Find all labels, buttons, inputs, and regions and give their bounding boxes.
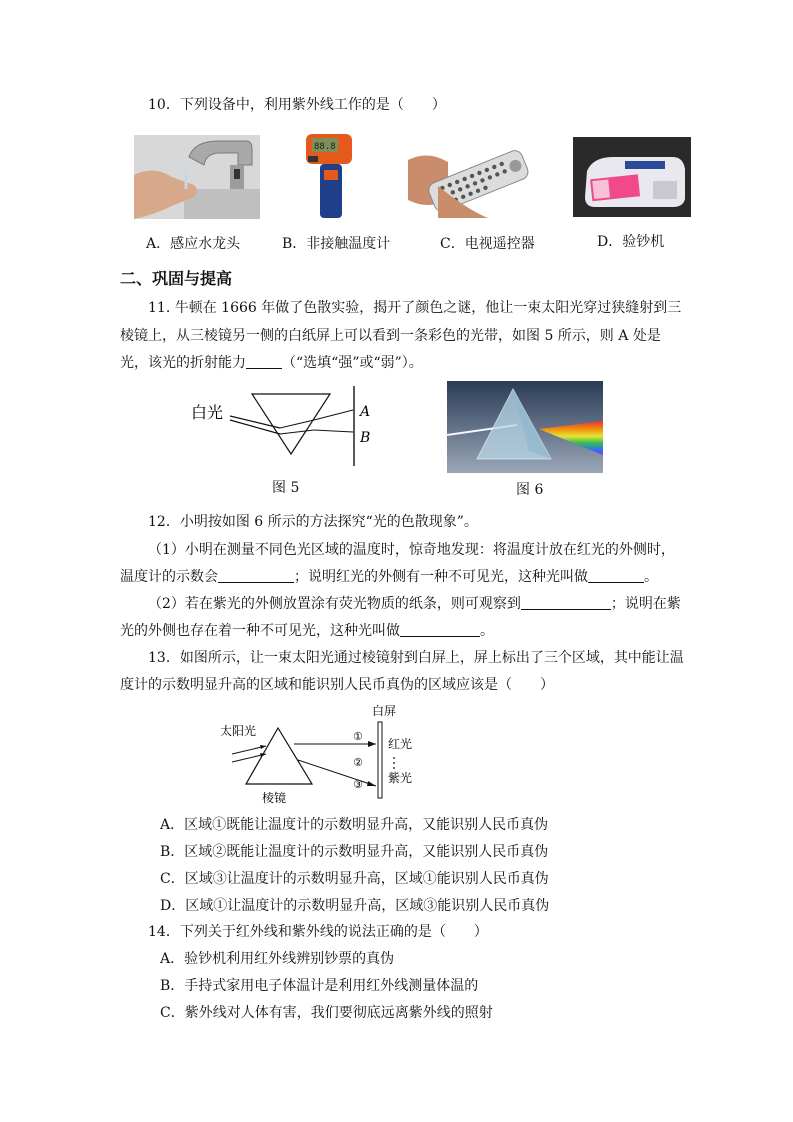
- figure-6-caption: 图 6: [516, 482, 544, 498]
- q12-part2-line1: [148, 594, 681, 614]
- faucet-photo: [134, 135, 260, 219]
- q11-line3-b: （“选填“强”或“弱”）。: [282, 355, 423, 371]
- figure-6-prism-photo: [447, 381, 603, 473]
- remote-photo: [408, 140, 532, 218]
- q12-part1-line2-a: 温度计的示数会: [120, 569, 218, 585]
- q11-line3: [120, 353, 423, 373]
- q11-line2: 棱镜上，从三棱镜另一侧的白纸屏上可以看到一条彩色的光带，如图 5 所示，则 A 处是: [120, 328, 661, 344]
- prism-label: 棱镜: [262, 791, 287, 805]
- screen-label: 白屏: [372, 704, 397, 718]
- sunlight-label: 太阳光: [220, 724, 257, 738]
- q12-part1-line2-c: 。: [644, 569, 658, 585]
- q10-question: 10．下列设备中，利用紫外线工作的是（ ）: [148, 97, 446, 113]
- q10-option-a: A．感应水龙头: [146, 236, 241, 252]
- q13-prism-diagram: [218, 702, 428, 806]
- region-1-label: ①: [353, 730, 363, 743]
- q12-blank-2[interactable]: [588, 568, 644, 583]
- q14-option-b: B．手持式家用电子体温计是利用红外线测量体温的: [160, 978, 479, 994]
- q14-option-c: C．紫外线对人体有害，我们要彻底远离紫外线的照射: [160, 1005, 493, 1021]
- q11-line3-a: 光，该光的折射能力: [120, 355, 246, 371]
- q12-part2-line2-b: 。: [480, 623, 494, 639]
- q10-option-d: D．验钞机: [597, 234, 665, 250]
- q13-option-b: B．区域②既能让温度计的示数明显升高，又能识别人民币真伪: [160, 844, 549, 860]
- q14-question: 14．下列关于红外线和紫外线的说法正确的是（ ）: [148, 924, 488, 940]
- fig5-label-a: A: [360, 404, 371, 420]
- q12-part1-line1: （1）小明在测量不同色光区域的温度时，惊奇地发现：将温度计放在红光的外侧时，: [148, 542, 675, 558]
- q12-part1-line2-b: ；说明红光的外侧有一种不可见光，这种光叫做: [294, 569, 588, 585]
- q12-part1-line2: [120, 567, 658, 587]
- q12-blank-3[interactable]: [521, 595, 611, 610]
- q11-line1: 11. 牛顿在 1666 年做了色散实验，揭开了颜色之谜，他让一束太阳光穿过狭缝射到三: [148, 300, 682, 316]
- q14-option-a: A．验钞机利用红外线辨别钞票的真伪: [160, 951, 395, 967]
- violet-light-label: 紫光: [388, 771, 413, 785]
- q13-option-c: C．区域③让温度计的示数明显升高，区域①能识别人民币真伪: [160, 871, 549, 887]
- q11-answer-blank[interactable]: [246, 354, 282, 369]
- q12-blank-4[interactable]: [400, 622, 480, 637]
- figure-5-caption: 图 5: [272, 480, 300, 496]
- region-3-label: ③: [353, 778, 363, 791]
- figure-5-diagram: [188, 386, 388, 466]
- q12-part2-line2: [120, 621, 494, 641]
- q10-option-b: B．非接触温度计: [282, 236, 391, 252]
- section-heading: 二、巩固与提高: [120, 269, 233, 288]
- q10-option-c: C．电视遥控器: [440, 236, 535, 252]
- region-2-label: ②: [353, 756, 363, 769]
- q13-option-d: D．区域①让温度计的示数明显升高，区域③能识别人民币真伪: [160, 898, 550, 914]
- money-detector-photo: [573, 137, 691, 217]
- white-light-label: 白光: [191, 403, 224, 422]
- thermo-display-text: 88.8: [314, 142, 336, 152]
- thermometer-photo: [302, 130, 356, 222]
- q12-part2-line1-b: ；说明在紫: [610, 596, 681, 612]
- q12-blank-1[interactable]: [218, 568, 294, 583]
- q13-line1: 13．如图所示，让一束太阳光通过棱镜射到白屏上，屏上标出了三个区域，其中能让温: [148, 650, 684, 666]
- q13-line2: 度计的示数明显升高的区域和能识别人民币真伪的区域应该是（ ）: [120, 677, 554, 693]
- q12-intro: 12．小明按如图 6 所示的方法探究“光的色散现象”。: [148, 514, 478, 530]
- q12-part2-line2-a: 光的外侧也存在着一种不可见光，这种光叫做: [120, 623, 400, 639]
- q13-option-a: A．区域①既能让温度计的示数明显升高，又能识别人民币真伪: [160, 817, 549, 833]
- q12-part2-line1-a: （2）若在紫光的外侧放置涂有荧光物质的纸条，则可观察到: [148, 596, 521, 612]
- red-light-label: 红光: [388, 737, 413, 751]
- fig5-label-b: B: [360, 430, 371, 446]
